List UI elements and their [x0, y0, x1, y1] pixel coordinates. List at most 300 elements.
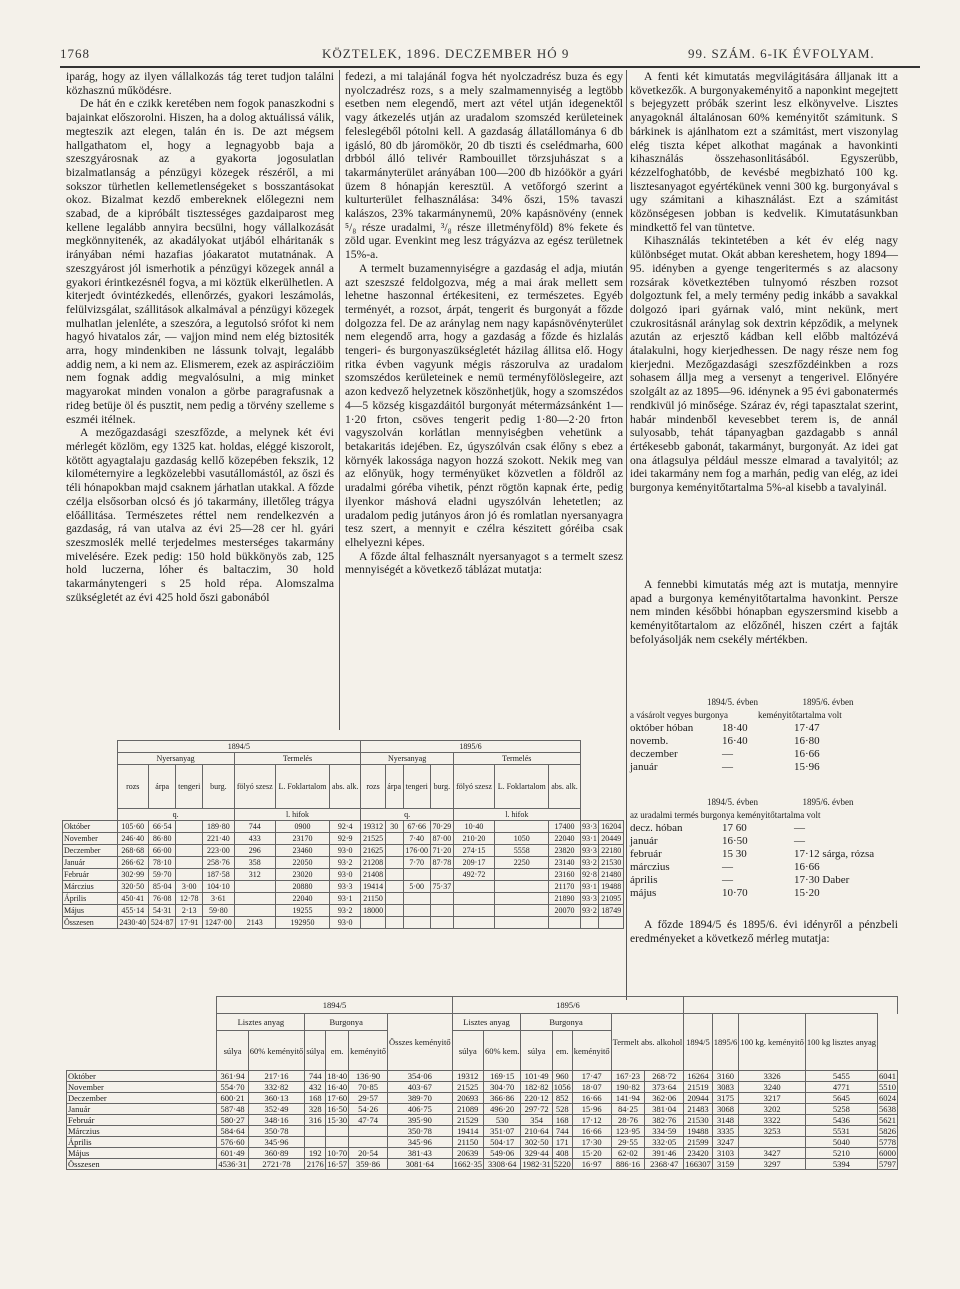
value: 17·30 Daber	[794, 874, 850, 886]
total-cell: 93·0	[330, 917, 361, 929]
paragraph: fedezi, a mi talajánál fogva hét nyolczadrész buza és egy nyolczadrész rozs, s a mely szalmamennyiség a legtöbb esetben nem elegendő, mert azt vétel utján idegenektől vagy átkezelés utján az uradalom szomszéd kerületeinek feleslegéből pótolni kell. A gazdaság állatállománya 6 db igásló, 80 db járomökör, 20 db tiszti és cselédmarha, 600 drbból álló telivér Rambouillet törzsjuhászat s a takarmányterület arányában 100—200 db hizóökör a gyári üzem 8 hónapján keresztül. A vetőforgó szerint a kulturterület felhasználása: 34% őszi, 15% tavaszi kalászos, 23% takarmánynemü, 20% kapásnövény (ennek ⁵/₈ része uradalmi, ³/₈ része illetményföld) 8% fekete és zöld ugar. Evenkint meg lesz trágyázva az egész területnek 15%-a.	[345, 70, 623, 262]
total-label: Összesen	[63, 917, 118, 929]
table-cell: 71·20	[430, 845, 453, 857]
table-cell: 18749	[599, 905, 624, 917]
table-cell	[349, 1126, 388, 1137]
table-cell: 17400	[549, 821, 580, 833]
table-cell: 141·94	[611, 1093, 645, 1104]
value: —	[794, 822, 805, 834]
table-cell: 15·30	[327, 1115, 348, 1125]
table-cell: 5455	[805, 1071, 877, 1082]
table-cell: 408	[552, 1148, 572, 1159]
month-label: január	[630, 835, 658, 847]
table-cell: 329·44	[521, 1148, 552, 1159]
month-label: Márczius	[67, 1126, 217, 1137]
year-heading: 1894/5	[217, 997, 452, 1014]
table-row	[63, 857, 624, 869]
table-cell: 93·0	[330, 869, 361, 881]
table-cell: 5621	[879, 1115, 896, 1125]
table-cell: 302·50	[521, 1137, 552, 1148]
table-cell: 75·37	[430, 881, 453, 893]
table-cell: 403·67	[388, 1082, 453, 1093]
column-header: súlya	[217, 1031, 248, 1071]
table-cell: 22040	[275, 893, 329, 905]
table-cell: 268·72	[645, 1071, 684, 1082]
column-header: fölyó szesz	[234, 765, 275, 809]
table-cell: 601·49	[217, 1148, 248, 1159]
table-cell: 5·00	[403, 881, 430, 893]
total-cell: 5220	[553, 1159, 571, 1169]
table-cell: 334·59	[645, 1126, 684, 1137]
month-label: február	[630, 848, 662, 860]
table-cell: 23020	[275, 869, 329, 881]
table-cell	[430, 893, 453, 905]
table-cell: 350·78	[248, 1126, 305, 1137]
table-cell: 21525	[361, 833, 385, 845]
table-cell: 93·1	[580, 833, 599, 845]
table-cell: 21890	[549, 893, 580, 905]
table-cell: 360·89	[248, 1148, 305, 1159]
table-cell: 23820	[549, 845, 580, 857]
month-label: Márczius	[63, 881, 118, 893]
month-label: Május	[67, 1148, 217, 1159]
month-label: Október	[63, 821, 118, 833]
table-cell: 59·80	[203, 905, 235, 917]
table-cell: 84·25	[611, 1104, 645, 1115]
table-cell: 93·1	[330, 893, 361, 905]
table-cell: 3322	[739, 1115, 806, 1126]
paragraph: iparág, hogy az ilyen vállalkozás tág teret tudjon találni közhasznú működésre.	[66, 70, 334, 97]
value: —	[722, 761, 733, 773]
text-column-3-cont	[630, 578, 898, 647]
value: 16·40	[722, 735, 748, 747]
month-label: Február	[67, 1115, 217, 1126]
total-cell: 16·97	[572, 1159, 611, 1170]
table-cell: 21519	[684, 1082, 713, 1093]
total-cell: 5797	[879, 1159, 896, 1169]
column-header: burg.	[430, 765, 453, 809]
table-cell: 19414	[452, 1126, 483, 1137]
table-cell: 433	[234, 833, 275, 845]
table-cell: 5826	[879, 1126, 896, 1136]
table-cell: 66·00	[149, 845, 176, 857]
table-cell	[305, 1126, 326, 1137]
table-cell: 17·12	[572, 1115, 611, 1126]
table-cell: 21530	[599, 857, 624, 869]
column-header: tengeri	[403, 765, 430, 809]
table-cell: 210·64	[521, 1126, 552, 1137]
table-cell: 580·27	[217, 1115, 248, 1126]
table-cell: 373·64	[645, 1082, 684, 1093]
table-cell: 3175	[712, 1093, 739, 1104]
table-cell: 5645	[805, 1093, 877, 1104]
header-rule	[60, 66, 920, 68]
table-cell: 600·21	[217, 1093, 248, 1104]
table-cell	[385, 857, 403, 869]
column-header: súlya	[521, 1031, 552, 1071]
paragraph: A fenti két kimutatás megvilágitására álljanak itt a következők. A burgonyakeményitő a naponkint megejtett s bejegyzett próbák szerint lesz elkönyvelve. Lisztes anyagoknál általánosan 60% keményitőt számitunk. S bárkinek is ajánlhatom ezt a számitást, mert viszonylag elég tiszta képet alkothat magának a havonkinti kihasználás összehasonlitásából. Egyszerübb, kézzelfoghatóbb, de kevésbé megbizható 100 kg. lisztesanyagot egyértékünek venni 300 kg. burgonyával s ugy számitani a kihasználást. Ezt a számitást közönségesen jobban is kedvelik. Kimutatásunkban mindkettő fel van tüntetve.	[630, 70, 898, 234]
value: 16·50	[722, 835, 748, 847]
table-cell: 21480	[599, 869, 624, 881]
table-cell: 21599	[684, 1137, 713, 1148]
table-cell: 22050	[275, 857, 329, 869]
month-label: November	[63, 833, 118, 845]
table-cell: 312	[234, 869, 275, 881]
table-cell	[430, 905, 453, 917]
column-header: L. Foklartalom	[495, 765, 549, 809]
table-cell: 30	[385, 821, 403, 833]
table-cell: 297·72	[521, 1104, 552, 1115]
table-cell: 10·40	[453, 821, 494, 833]
unit-label: q.	[117, 809, 234, 821]
table-cell: 16·66	[572, 1093, 611, 1104]
table-cell: 23170	[275, 833, 329, 845]
text-column-2	[345, 70, 623, 577]
table-cell: 54·31	[149, 905, 176, 917]
table-cell: 92·4	[330, 821, 361, 833]
table-cell: 19312	[361, 821, 385, 833]
table-cell: 29·55	[611, 1137, 645, 1148]
table-cell: 21170	[549, 881, 580, 893]
total-cell: 359·86	[349, 1159, 388, 1170]
table-cell	[176, 821, 203, 833]
table-cell: 3240	[739, 1082, 806, 1093]
table-cell: 328	[305, 1104, 326, 1115]
total-cell: 5394	[805, 1159, 877, 1170]
table-cell: 28·76	[611, 1115, 645, 1126]
value: —	[722, 874, 733, 886]
total-cell	[453, 917, 494, 929]
table-cell: 19312	[452, 1071, 483, 1082]
table-cell: 382·76	[645, 1115, 684, 1126]
value: —	[722, 748, 733, 760]
table-cell: 744	[305, 1071, 326, 1082]
paragraph: A főzde által felhasznált nyersanyagot s a termelt szesz mennyiségét a következő táblázat mutatja:	[345, 549, 623, 577]
table-cell: 67·66	[403, 821, 430, 833]
table-cell: 3103	[712, 1148, 739, 1159]
table-cell: 17·47	[572, 1071, 611, 1082]
total-cell: 3159	[712, 1159, 739, 1170]
table-cell: 23140	[549, 857, 580, 869]
table-cell: 93·0	[330, 845, 361, 857]
column-header: 100 kg. keményitő	[739, 1014, 806, 1071]
column-header: burg.	[203, 765, 235, 809]
table-cell: 549·06	[483, 1148, 520, 1159]
total-row	[67, 1159, 898, 1170]
table-cell: 18000	[361, 905, 385, 917]
table-cell	[495, 881, 549, 893]
text-column-1	[66, 70, 334, 604]
column-header: Összes keményitő	[388, 1014, 453, 1071]
table-cell: 345·96	[388, 1137, 453, 1148]
table-cell: 16·66	[572, 1126, 611, 1137]
table-cell: 23460	[275, 845, 329, 857]
table-row	[67, 1093, 898, 1104]
table-cell: 20944	[684, 1093, 713, 1104]
column-header: abs. alk.	[549, 765, 580, 809]
table-row	[67, 1104, 898, 1115]
table-cell: 348·16	[248, 1115, 305, 1126]
table-cell	[176, 833, 203, 845]
month-label: deczember	[630, 748, 678, 760]
table-cell: 576·60	[217, 1137, 248, 1148]
column-header: em.	[326, 1031, 349, 1071]
table-cell: 5040	[805, 1137, 877, 1148]
total-cell: 1247·00	[203, 917, 235, 929]
column-header: 1894/5	[684, 1014, 713, 1071]
column-divider	[339, 70, 340, 730]
table-cell: 19488	[599, 881, 624, 893]
month-label: Január	[67, 1104, 217, 1115]
table-cell: 274·15	[453, 845, 494, 857]
table-cell: 217·16	[248, 1071, 305, 1082]
table-cell	[305, 1137, 326, 1148]
table-cell: 354·06	[388, 1071, 453, 1082]
table-cell: 406·75	[388, 1104, 453, 1115]
table-cell: 3335	[712, 1126, 739, 1137]
table-cell: 3068	[712, 1104, 739, 1115]
group-heading: Lisztes anyag	[217, 1014, 305, 1031]
table-cell: 350·78	[388, 1126, 453, 1137]
total-cell	[599, 917, 624, 929]
group-heading: Nyersanyag	[117, 753, 234, 765]
table-cell: 5638	[879, 1104, 896, 1114]
table-cell: 18·40	[327, 1071, 348, 1081]
table-cell: 530	[483, 1115, 520, 1126]
total-cell: 3297	[739, 1159, 806, 1170]
table-cell: 3083	[712, 1082, 739, 1093]
page-header	[60, 42, 920, 64]
table-cell: 190·82	[611, 1082, 645, 1093]
table-cell: 189·80	[203, 821, 235, 833]
table-cell: 87·00	[430, 833, 453, 845]
table-cell: 362·06	[645, 1093, 684, 1104]
table-cell: 296	[234, 845, 275, 857]
table-cell: 59·70	[149, 869, 176, 881]
page-number: 1768	[60, 46, 90, 61]
table-cell: 744	[552, 1126, 572, 1137]
table-cell: 76·08	[149, 893, 176, 905]
table-cell	[453, 881, 494, 893]
table-cell: 93·2	[580, 905, 599, 917]
value: 16·66	[794, 861, 820, 873]
table-cell: 3·61	[203, 893, 235, 905]
total-cell: 2430·40	[117, 917, 149, 929]
table-cell: 3202	[739, 1104, 806, 1115]
table-row	[63, 881, 624, 893]
table-cell: 21089	[452, 1104, 483, 1115]
unit-label: q.	[361, 809, 454, 821]
table-cell: 3217	[739, 1093, 806, 1104]
table-cell: 246·40	[117, 833, 149, 845]
table-cell	[453, 905, 494, 917]
table-cell: 20070	[549, 905, 580, 917]
month-label: Deczember	[67, 1093, 217, 1104]
total-cell: 192950	[275, 917, 329, 929]
table-cell: 220·12	[521, 1093, 552, 1104]
table-cell: 18·07	[572, 1082, 611, 1093]
table-cell: 23420	[684, 1148, 713, 1159]
table-row	[63, 833, 624, 845]
month-label: Október	[67, 1071, 217, 1082]
subheading: a vásárolt vegyes burgonya	[630, 710, 729, 720]
total-cell: 2368·47	[645, 1159, 684, 1170]
table-cell: 93·3	[580, 893, 599, 905]
total-cell	[430, 917, 453, 929]
table-cell: 21625	[361, 845, 385, 857]
group-heading: Burgonya	[305, 1014, 388, 1031]
table-cell: 744	[234, 821, 275, 833]
column-header: L. Foklartalom	[275, 765, 329, 809]
table-cell: 4771	[805, 1082, 877, 1093]
total-cell: 2176	[306, 1159, 324, 1169]
table-cell: 258·76	[203, 857, 235, 869]
table-cell: 352·49	[248, 1104, 305, 1115]
table-cell	[385, 905, 403, 917]
table-cell	[349, 1137, 388, 1148]
table-cell: 21530	[684, 1115, 713, 1126]
table-cell: 93·2	[330, 857, 361, 869]
table-cell: 304·70	[483, 1082, 520, 1093]
table-cell	[385, 833, 403, 845]
group-heading: Termelés	[234, 753, 361, 765]
table-cell: 10·70	[327, 1148, 348, 1158]
group-heading: Lisztes anyag	[452, 1014, 521, 1031]
raw-material-production-table	[62, 740, 624, 929]
table-cell: 332·82	[248, 1082, 305, 1093]
table-row	[67, 1137, 898, 1148]
total-cell: 3308·64	[483, 1159, 520, 1170]
value: 16·66	[794, 748, 820, 760]
table-cell: 23160	[549, 869, 580, 881]
table-cell: 93·2	[580, 857, 599, 869]
table-cell: 389·70	[388, 1093, 453, 1104]
table-cell: 3427	[739, 1148, 806, 1159]
table-cell: 20880	[275, 881, 329, 893]
starch-table-purchased	[630, 696, 898, 774]
table-cell	[326, 1126, 349, 1137]
paragraph: A mezőgazdasági szeszfőzde, a melynek két évi mérlegét közlöm, egy 1325 kat. holdas, eléggé kiszorolt, kötött agyagtalaju gazdaság kellő közepében fekszik, 12 kilométernyire a legközelebbi vasutállomástól, az őszi és téli hónapokban majd csaknem járhatlan utakkal. A főzde czélja elsősorban olcsó és jó takarmány, illetőleg trágya előállitása. Természetes réttel nem rendelkezvén a gazdaság, rá van utalva az évi 25—28 cer hl. gyári szeszmoslék mellé terjedelmes mesterséges takarmány mivelésére. Ezek pedig: 150 hold bükkönyös zab, 125 hold luczerna, lóher és baltaczim, 30 hold takarmánytengeri s 25 hold répa. Alomszalma szükségletét az évi 425 hold őszi gabonából	[66, 426, 334, 604]
table-cell: 5210	[805, 1148, 877, 1159]
table-cell	[385, 845, 403, 857]
table-cell: 15·20	[572, 1148, 611, 1159]
table-cell: 19488	[684, 1126, 713, 1137]
table-cell: 21150	[361, 893, 385, 905]
table-cell: 21150	[452, 1137, 483, 1148]
value: 15·20	[794, 887, 820, 899]
table-row	[67, 1115, 898, 1126]
total-cell: 886·16	[611, 1159, 645, 1170]
table-cell: 528	[552, 1104, 572, 1115]
value: 15·96	[794, 761, 820, 773]
total-cell: 2721·78	[248, 1159, 305, 1170]
year-heading: 1894/5. évben	[707, 697, 758, 707]
table-cell: 395·90	[388, 1115, 453, 1126]
total-cell	[361, 917, 385, 929]
month-label: Április	[67, 1137, 217, 1148]
value: —	[722, 861, 733, 873]
table-cell: 21408	[361, 869, 385, 881]
group-heading: Burgonya	[521, 1014, 611, 1031]
column-header: em.	[552, 1031, 572, 1071]
table-cell: 391·46	[645, 1148, 684, 1159]
total-cell	[385, 917, 403, 929]
group-heading: Nyersanyag	[361, 753, 454, 765]
month-label: Április	[63, 893, 118, 905]
table-cell: 16204	[599, 821, 624, 833]
starch-table-estate	[630, 796, 898, 900]
table-cell: 358	[234, 857, 275, 869]
table-cell: 192	[305, 1148, 326, 1159]
total-label: Összesen	[67, 1159, 217, 1170]
issue-info: 99. SZÁM. 6-IK ÉVFOLYAM.	[688, 46, 875, 61]
table-cell: 492·72	[453, 869, 494, 881]
table-cell: 93·1	[580, 881, 599, 893]
total-cell: 17·91	[176, 917, 203, 929]
table-cell: 6041	[879, 1071, 896, 1081]
column-header: 1895/6	[712, 1014, 739, 1071]
table-row	[63, 893, 624, 905]
table-cell: 171	[552, 1137, 572, 1148]
table-cell: 345·96	[248, 1137, 305, 1148]
subheading: keményitőtartalma volt	[758, 710, 842, 720]
table-cell: 17·30	[572, 1137, 611, 1148]
table-cell: 101·49	[521, 1071, 552, 1082]
total-cell	[580, 917, 599, 929]
table-cell: 66·54	[149, 821, 176, 833]
table-row	[67, 1148, 898, 1159]
table-cell: 168	[552, 1115, 572, 1126]
table-cell	[495, 905, 549, 917]
value: 16·80	[794, 735, 820, 747]
table-row	[63, 845, 624, 857]
value: —	[794, 835, 805, 847]
year-heading: 1895/6. évben	[802, 697, 854, 707]
value: 18·40	[722, 722, 748, 734]
table-cell: 268·68	[117, 845, 149, 857]
table-cell: 15·96	[572, 1104, 611, 1115]
column-header: súlya	[452, 1031, 483, 1071]
table-cell: 21525	[452, 1082, 483, 1093]
table-cell	[234, 893, 275, 905]
table-cell: 381·04	[645, 1104, 684, 1115]
column-header: rozs	[117, 765, 149, 809]
table-cell: 21095	[599, 893, 624, 905]
table-row	[63, 821, 624, 833]
month-label: márczius	[630, 861, 670, 873]
table-cell: 86·80	[149, 833, 176, 845]
total-cell	[495, 917, 549, 929]
table-cell: 92·8	[580, 869, 599, 881]
table-cell: 22180	[599, 845, 624, 857]
table-cell: 332·05	[645, 1137, 684, 1148]
table-cell: 187·58	[203, 869, 235, 881]
table-cell: 2250	[495, 857, 549, 869]
table-cell	[495, 869, 549, 881]
table-cell: 21529	[452, 1115, 483, 1126]
month-label: Deczember	[63, 845, 118, 857]
column-header: 60% kem.	[483, 1031, 520, 1071]
table-cell: 554·70	[217, 1082, 248, 1093]
table-cell: 29·57	[349, 1093, 388, 1104]
column-header: 60% keményitő	[248, 1031, 305, 1071]
table-cell	[453, 893, 494, 905]
total-cell: 1662·35	[453, 1159, 482, 1169]
table-cell: 20449	[599, 833, 624, 845]
table-cell: 3253	[739, 1126, 806, 1137]
month-label: novemb.	[630, 735, 669, 747]
year-heading: 1895/6	[452, 997, 684, 1014]
